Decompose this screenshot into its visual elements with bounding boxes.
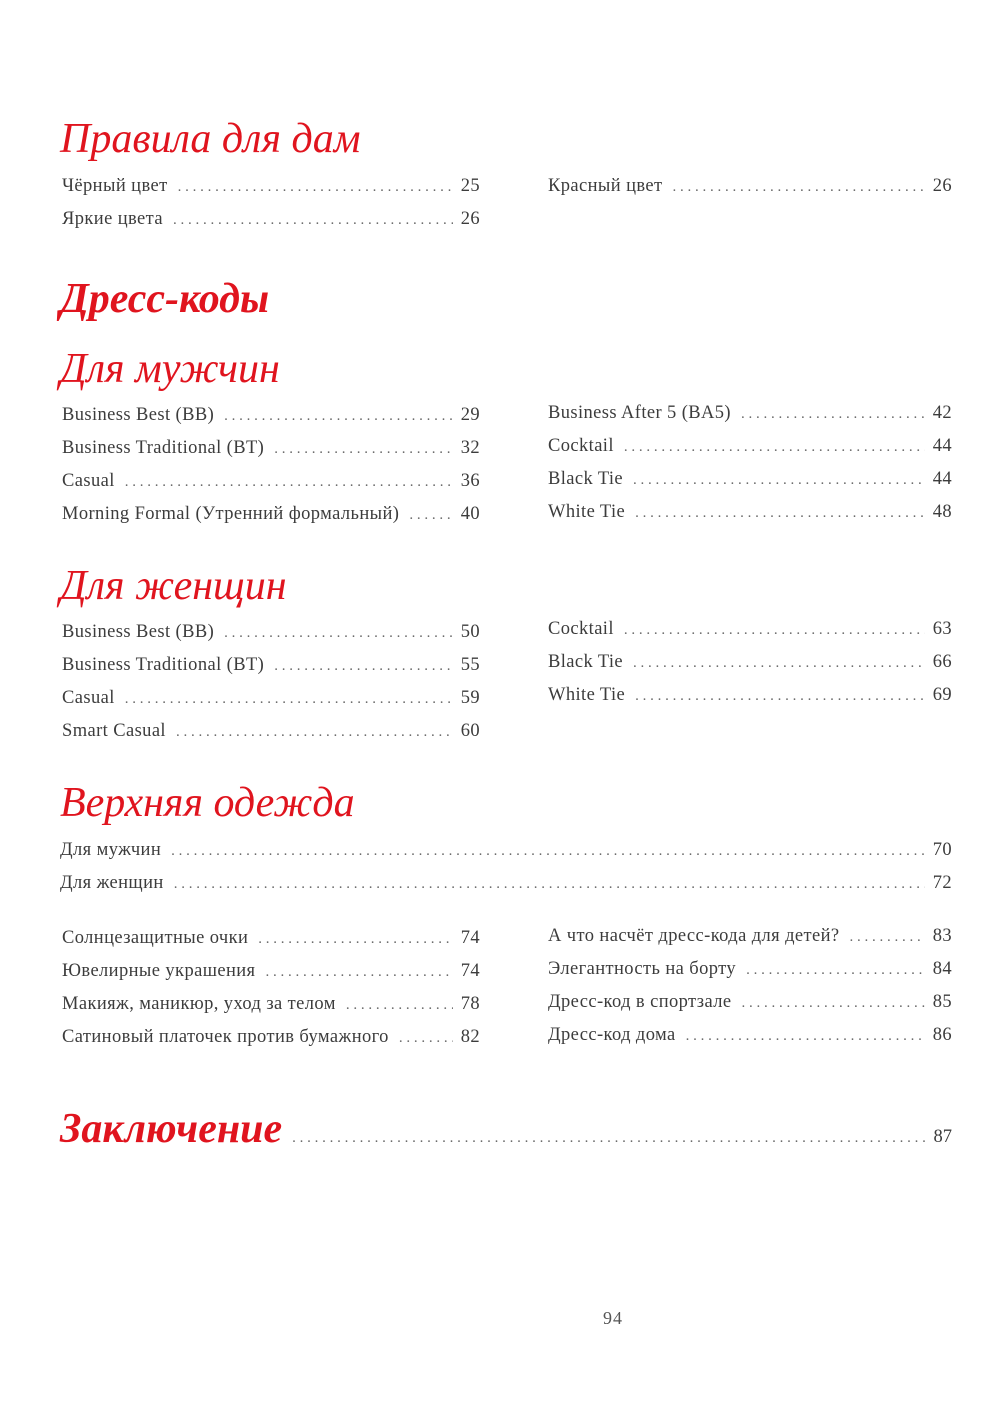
- toc-entry-label: Black Tie: [548, 652, 624, 672]
- toc-entry[interactable]: [548, 469, 952, 499]
- toc-entry[interactable]: [60, 873, 952, 903]
- toc-entry-page: 55: [460, 655, 480, 675]
- toc-entry-page: 26: [460, 209, 480, 229]
- dot-leader: [174, 876, 925, 893]
- heading-ladies-rules: Правила для дам: [60, 116, 361, 162]
- toc-entry-page: 29: [460, 405, 480, 425]
- dot-leader: [125, 691, 453, 708]
- toc-entry-page: 83: [932, 926, 952, 946]
- toc-entry-label: White Tie: [548, 685, 626, 705]
- toc-entry[interactable]: [548, 436, 952, 466]
- toc-entry-page: 63: [932, 619, 952, 639]
- toc-entry-page: 66: [932, 652, 952, 672]
- toc-entry-conclusion[interactable]: [60, 1108, 952, 1154]
- dot-leader: [346, 997, 453, 1014]
- toc-entry-page: 36: [460, 471, 480, 491]
- toc-entry[interactable]: [62, 438, 480, 468]
- dot-leader: [746, 962, 925, 979]
- dot-leader: [274, 658, 452, 675]
- toc-entry[interactable]: [548, 652, 952, 682]
- dot-leader: [633, 472, 925, 489]
- toc-entry-page: 25: [460, 176, 480, 196]
- dot-leader: [635, 505, 925, 522]
- heading-dress-codes: Дресс-коды: [60, 276, 270, 322]
- page-number: 94: [603, 1308, 623, 1328]
- dot-leader: [173, 212, 453, 229]
- dot-leader: [258, 931, 452, 948]
- toc-entry-label: Макияж, маникюр, уход за телом: [62, 994, 336, 1014]
- dot-leader: [741, 406, 925, 423]
- toc-entry[interactable]: [548, 502, 952, 532]
- toc-entry-page: 72: [932, 873, 952, 893]
- toc-entry-label: Casual: [62, 471, 115, 491]
- toc-entry-label: Business Best (BB): [62, 622, 215, 642]
- toc-entry[interactable]: [62, 405, 480, 435]
- toc-entry-label: Ювелирные украшения: [62, 961, 256, 981]
- toc-entry[interactable]: [62, 721, 480, 751]
- toc-entry[interactable]: [548, 992, 952, 1022]
- dot-leader: [224, 408, 453, 425]
- toc-entry[interactable]: [548, 403, 952, 433]
- toc-entry-label: А что насчёт дресс-кода для детей?: [548, 926, 840, 946]
- dot-leader: [624, 622, 925, 639]
- toc-entry[interactable]: [62, 961, 480, 991]
- toc-entry-label: Для женщин: [60, 873, 164, 893]
- toc-entry-page: 48: [932, 502, 952, 522]
- dot-leader: [176, 724, 453, 741]
- dot-leader: [171, 843, 925, 860]
- toc-entry[interactable]: [62, 471, 480, 501]
- toc-entry-page: 85: [932, 992, 952, 1012]
- toc-entry-page: 32: [460, 438, 480, 458]
- toc-entry-label: Для мужчин: [60, 840, 162, 860]
- toc-entry[interactable]: [62, 504, 480, 534]
- toc-entry[interactable]: [548, 926, 952, 956]
- dot-leader: [850, 929, 925, 946]
- toc-entry[interactable]: [548, 685, 952, 715]
- toc-entry[interactable]: [60, 840, 952, 870]
- toc-entry-page: 84: [932, 959, 952, 979]
- toc-entry-label: Smart Casual: [62, 721, 166, 741]
- toc-entry-page: 70: [932, 840, 952, 860]
- dot-leader: [686, 1028, 925, 1045]
- toc-entry[interactable]: [62, 994, 480, 1024]
- dot-leader: [224, 625, 453, 642]
- toc-entry-label: Cocktail: [548, 619, 614, 639]
- toc-entry-page: 60: [460, 721, 480, 741]
- toc-entry[interactable]: [548, 176, 952, 206]
- dot-leader: [673, 179, 925, 196]
- toc-entry[interactable]: [62, 176, 480, 206]
- dot-leader: [633, 655, 925, 672]
- toc-entry-page: 44: [932, 469, 952, 489]
- dot-leader: [635, 688, 925, 705]
- toc-entry-page: 87: [933, 1127, 952, 1147]
- toc-entry-label: Яркие цвета: [62, 209, 163, 229]
- toc-entry-page: 74: [460, 961, 480, 981]
- toc-entry-label: Чёрный цвет: [62, 176, 168, 196]
- toc-entry-label: Morning Formal (Утренний формальный): [62, 504, 400, 524]
- toc-entry[interactable]: [548, 619, 952, 649]
- toc-entry-label: White Tie: [548, 502, 626, 522]
- toc-entry[interactable]: [62, 622, 480, 652]
- dot-leader: [399, 1030, 453, 1047]
- toc-entry[interactable]: [62, 688, 480, 718]
- toc-entry-label: Элегантность на борту: [548, 959, 737, 979]
- toc-entry-label: Business Traditional (BT): [62, 438, 265, 458]
- dot-leader: [742, 995, 925, 1012]
- toc-entry-page: 26: [932, 176, 952, 196]
- toc-entry-page: 82: [460, 1027, 480, 1047]
- toc-entry[interactable]: [548, 959, 952, 989]
- dot-leader: [409, 507, 452, 524]
- dot-leader: [624, 439, 925, 456]
- toc-entry[interactable]: [62, 655, 480, 685]
- toc-entry-page: 74: [460, 928, 480, 948]
- dot-leader: [292, 1130, 925, 1147]
- dot-leader: [265, 964, 452, 981]
- toc-entry-page: 59: [460, 688, 480, 708]
- heading-outerwear: Верхняя одежда: [60, 780, 355, 826]
- toc-entry-page: 69: [932, 685, 952, 705]
- toc-entry[interactable]: [548, 1025, 952, 1055]
- toc-entry-page: 42: [932, 403, 952, 423]
- toc-entry[interactable]: [62, 928, 480, 958]
- toc-entry-label: Сатиновый платочек против бумажного: [62, 1027, 389, 1047]
- toc-entry-label: Business After 5 (BA5): [548, 403, 731, 423]
- toc-entry-page: 44: [932, 436, 952, 456]
- dot-leader: [178, 179, 453, 196]
- toc-entry-page: 50: [460, 622, 480, 642]
- toc-entry-label: Дресс-код дома: [548, 1025, 676, 1045]
- toc-entry-label: Солнцезащитные очки: [62, 928, 249, 948]
- toc-entry[interactable]: [62, 209, 480, 239]
- toc-entry-label: Business Traditional (BT): [62, 655, 265, 675]
- toc-entry-page: 78: [460, 994, 480, 1014]
- toc-entry-page: 86: [932, 1025, 952, 1045]
- heading-conclusion: Заключение: [60, 1106, 283, 1152]
- toc-entry-label: Casual: [62, 688, 115, 708]
- toc-entry[interactable]: [62, 1027, 480, 1057]
- heading-women: Для женщин: [60, 563, 287, 609]
- toc-entry-label: Красный цвет: [548, 176, 663, 196]
- toc-entry-label: Black Tie: [548, 469, 624, 489]
- toc-entry-label: Business Best (BB): [62, 405, 215, 425]
- toc-entry-label: Cocktail: [548, 436, 614, 456]
- toc-entry-page: 40: [460, 504, 480, 524]
- dot-leader: [274, 441, 452, 458]
- heading-men: Для мужчин: [60, 346, 280, 392]
- dot-leader: [125, 474, 453, 491]
- toc-entry-label: Дресс-код в спортзале: [548, 992, 732, 1012]
